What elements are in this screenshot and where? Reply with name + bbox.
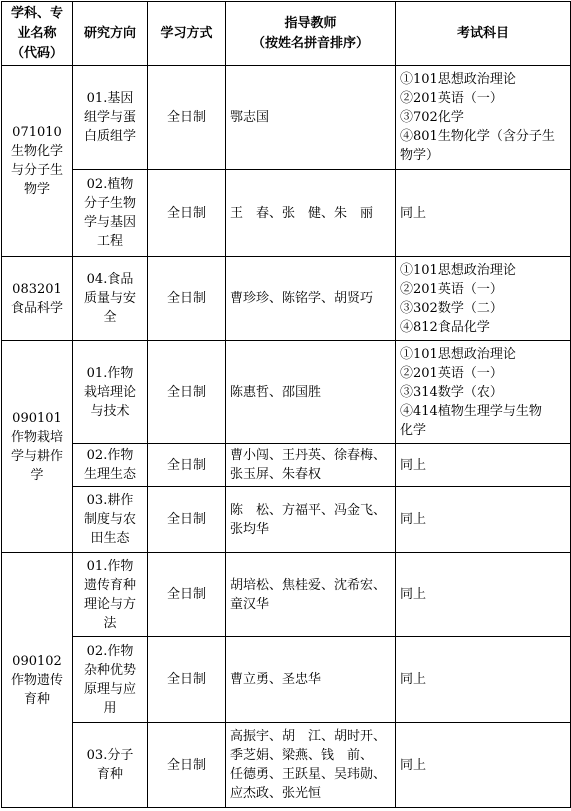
exams-cell: 同上 <box>396 723 571 808</box>
exams-cell: 同上 <box>396 170 571 257</box>
discipline-cell: 090102 作物遗传 育种 <box>2 553 73 808</box>
table-row <box>2 341 571 444</box>
mode-cell: 全日制 <box>148 637 226 723</box>
header-exams: 考试科目 <box>396 2 571 66</box>
tutors-cell: 胡培松、焦桂爱、沈希宏、 童汉华 <box>226 553 396 637</box>
table-row <box>2 553 571 637</box>
exams-cell: 同上 <box>396 637 571 723</box>
table-row <box>2 66 571 170</box>
tutors-cell: 曹立勇、圣忠华 <box>226 637 396 723</box>
tutors-cell: 曹小闯、王丹英、徐春梅、 张玉屏、朱春权 <box>226 444 396 487</box>
mode-cell: 全日制 <box>148 553 226 637</box>
direction-cell: 02.作物 杂种优势 原理与应 用 <box>73 637 148 723</box>
exams-cell: 同上 <box>396 553 571 637</box>
mode-cell: 全日制 <box>148 66 226 170</box>
direction-cell: 03.耕作 制度与农 田生态 <box>73 487 148 553</box>
tutors-cell: 鄂志国 <box>226 66 396 170</box>
exams-cell: ①101思想政治理论 ②201英语（一） ③314数学（农） ④414植物生理学与生物 化学 <box>396 341 571 444</box>
discipline-cell: 090101 作物栽培 学与耕作 学 <box>2 341 73 553</box>
discipline-cell: 083201 食品科学 <box>2 257 73 341</box>
table-row <box>2 170 571 257</box>
exams-cell: ①101思想政治理论 ②201英语（一） ③302数学（二） ④812食品化学 <box>396 257 571 341</box>
direction-cell: 03.分子 育种 <box>73 723 148 808</box>
mode-cell: 全日制 <box>148 170 226 257</box>
header-tutors: 指导教师 （按姓名拼音排序） <box>226 2 396 66</box>
mode-cell: 全日制 <box>148 341 226 444</box>
header-row <box>2 2 571 66</box>
direction-cell: 01.作物 栽培理论 与技术 <box>73 341 148 444</box>
exams-cell: ①101思想政治理论 ②201英语（一） ③702化学 ④801生物化学（含分子生 物学） <box>396 66 571 170</box>
exams-cell: 同上 <box>396 487 571 553</box>
discipline-cell: 071010 生物化学 与分子生 物学 <box>2 66 73 257</box>
direction-cell: 01.基因 组学与蛋 白质组学 <box>73 66 148 170</box>
tutors-cell: 高振宇、胡 江、胡时开、 季芝娟、梁燕、钱 前、 任德勇、王跃星、吴玮勋、 应杰政、张光恒 <box>226 723 396 808</box>
tutors-cell: 曹珍珍、陈铭学、胡贤巧 <box>226 257 396 341</box>
direction-cell: 02.植物 分子生物 学与基因 工程 <box>73 170 148 257</box>
mode-cell: 全日制 <box>148 257 226 341</box>
mode-cell: 全日制 <box>148 444 226 487</box>
mode-cell: 全日制 <box>148 487 226 553</box>
exams-cell: 同上 <box>396 444 571 487</box>
tutors-cell: 陈 松、方福平、冯金飞、 张均华 <box>226 487 396 553</box>
table-row <box>2 444 571 487</box>
table-row <box>2 723 571 808</box>
header-direction: 研究方向 <box>73 2 148 66</box>
direction-cell: 02.作物 生理生态 <box>73 444 148 487</box>
table-row <box>2 487 571 553</box>
tutors-cell: 陈惠哲、邵国胜 <box>226 341 396 444</box>
mode-cell: 全日制 <box>148 723 226 808</box>
direction-cell: 01.作物 遗传育种 理论与方 法 <box>73 553 148 637</box>
table-row <box>2 257 571 341</box>
table-row <box>2 637 571 723</box>
direction-cell: 04.食品 质量与安 全 <box>73 257 148 341</box>
header-discipline: 学科、专 业名称 （代码） <box>2 2 73 66</box>
enrollment-table <box>1 1 571 808</box>
header-mode: 学习方式 <box>148 2 226 66</box>
tutors-cell: 王 春、张 健、朱 丽 <box>226 170 396 257</box>
